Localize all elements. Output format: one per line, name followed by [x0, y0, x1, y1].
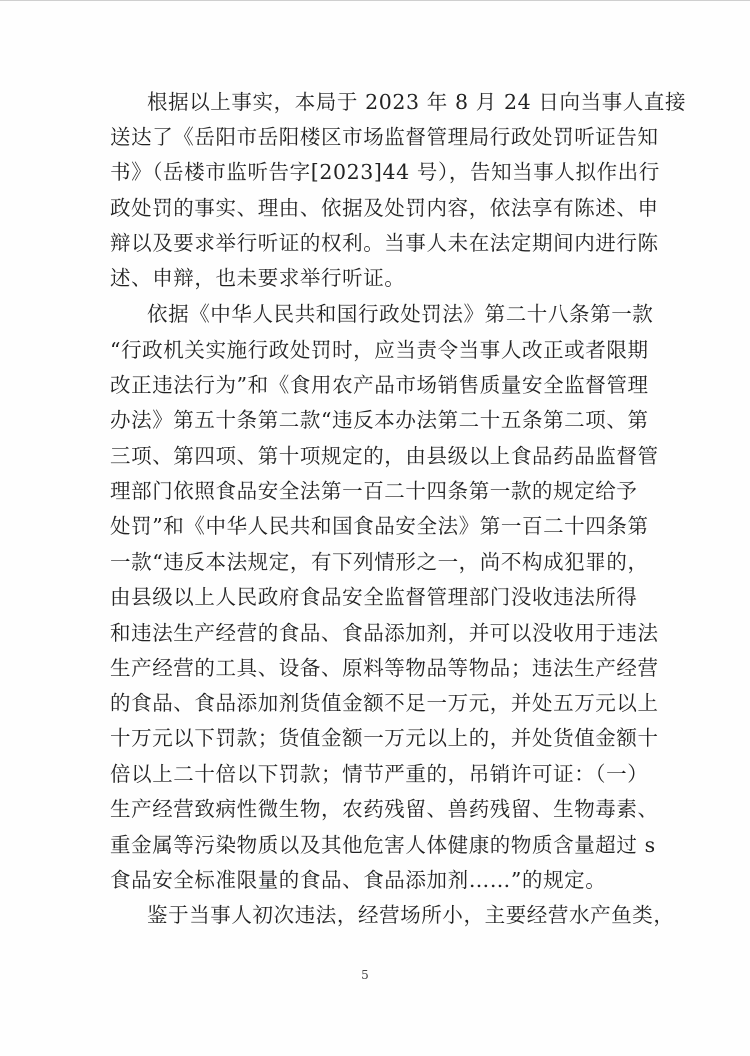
paragraph-line: 辩以及要求举行听证的权利。当事人未在法定期间内进行陈	[110, 231, 659, 255]
paragraph-line: 生产经营的工具、设备、原料等物品等物品；违法生产经营	[110, 656, 659, 680]
paragraph-line: 一款“违反本法规定，有下列情形之一，尚不构成犯罪的，	[110, 550, 649, 574]
page-number: 5	[361, 968, 369, 982]
paragraph-line: 办法》第五十条第二款“违反本办法第二十五条第二项、第	[110, 408, 649, 432]
paragraph-line: 根据以上事实，本局于 2023 年 8 月 24 日向当事人直接	[147, 90, 687, 114]
paragraph-line: 依据《中华人民共和国行政处罚法》第二十八条第一款	[147, 302, 654, 326]
paragraph-line: 政处罚的事实、理由、依据及处罚内容，依法享有陈述、申	[110, 196, 659, 220]
paragraph-line: 倍以上二十倍以下罚款；情节严重的，吊销许可证：（一）	[110, 762, 649, 786]
paragraph-line: 书》（岳楼市监听告字[2023]44 号），告知当事人拟作出行	[110, 160, 660, 184]
paragraph-line: 重金属等污染物质以及其他危害人体健康的物质含量超过 s	[110, 833, 656, 857]
paragraph-line: 生产经营致病性微生物，农药残留、兽药残留、生物毒素、	[110, 797, 659, 821]
paragraph-line: 十万元以下罚款；货值金额一万元以上的，并处货值金额十	[110, 726, 659, 750]
paragraph-line: 改正违法行为”和《食用农产品市场销售质量安全监督管理	[110, 373, 649, 397]
paragraph-line: 理部门依照食品安全法第一百二十四条第一款的规定给予	[110, 479, 638, 503]
paragraph-line: 由县级以上人民政府食品安全监督管理部门没收违法所得	[110, 585, 638, 609]
paragraph-line: 送达了《岳阳市岳阳楼区市场监督管理局行政处罚听证告知	[110, 125, 659, 149]
paragraph-line: “行政机关实施行政处罚时，应当责令当事人改正或者限期	[110, 338, 649, 362]
paragraph-line: 食品安全标准限量的食品、食品添加剂……”的规定。	[110, 868, 607, 892]
paragraph-line: 的食品、食品添加剂货值金额不足一万元，并处五万元以上	[110, 691, 659, 715]
paragraph-line: 三项、第四项、第十项规定的，由县级以上食品药品监督管	[110, 444, 659, 468]
paragraph-line: 和违法生产经营的食品、食品添加剂，并可以没收用于违法	[110, 621, 659, 645]
paragraph-line: 述、申辩，也未要求举行听证。	[110, 266, 406, 290]
paragraph-line: 处罚”和《中华人民共和国食品安全法》第一百二十四条第	[110, 514, 649, 538]
scan-edge-line	[0, 0, 750, 1]
paragraph-line: 鉴于当事人初次违法，经营场所小，主要经营水产鱼类，	[147, 903, 675, 927]
